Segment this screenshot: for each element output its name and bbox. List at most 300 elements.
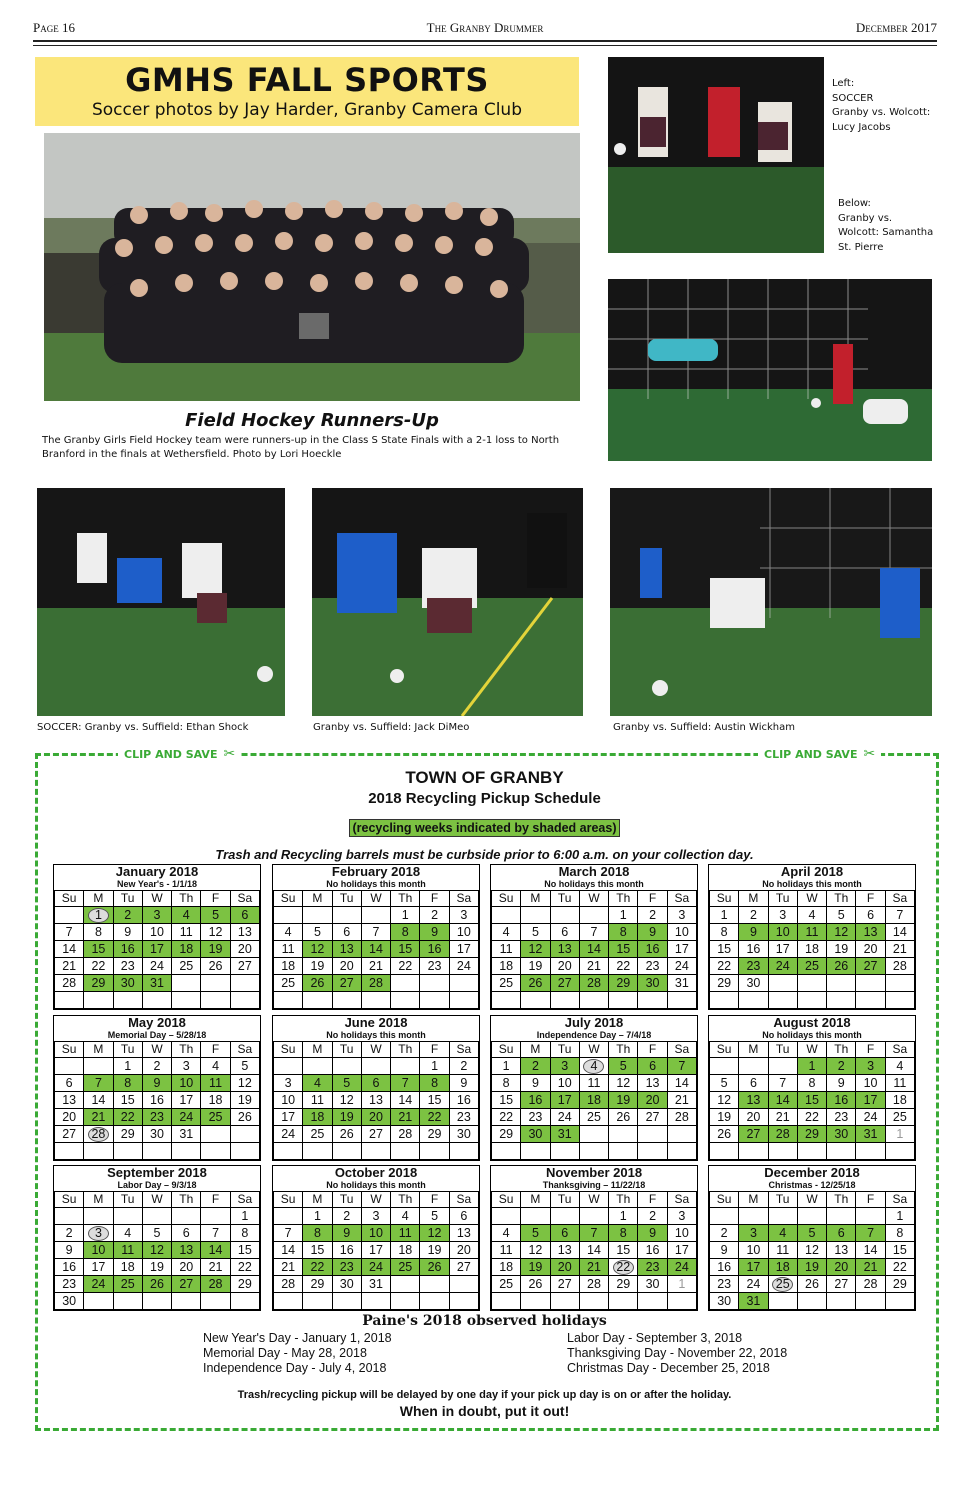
calendar-day: 2 [113,907,142,924]
calendar-empty-cell [667,1126,696,1143]
weekday-header: Tu [113,1042,142,1058]
calendar-day: 28 [201,1276,230,1293]
calendar-day: 20 [550,1259,579,1276]
calendar-day: 8 [420,1075,449,1092]
calendar-day: 29 [84,975,113,992]
calendar-day: 30 [55,1293,84,1310]
weekday-header: M [303,1042,332,1058]
calendar-day: 31 [550,1126,579,1143]
calendar-day [84,1126,113,1143]
calendar-empty-cell [391,1276,420,1293]
month-title: October 2018 [334,1165,418,1180]
calendar-empty-cell [303,907,332,924]
calendar-empty-cell [856,1143,885,1160]
calendar-day: 8 [303,1225,332,1242]
calendar-day: 22 [391,958,420,975]
calendar-day: 1 [609,907,638,924]
calendar-empty-cell [579,1143,608,1160]
weekday-header: F [856,1042,885,1058]
calendar-day: 19 [797,1259,826,1276]
calendar-empty-cell [84,992,113,1009]
month-holiday: No holidays this month [544,879,644,889]
calendar-day: 12 [797,1242,826,1259]
calendar-day: 5 [827,907,856,924]
calendar-day: 13 [172,1242,201,1259]
weekday-header: W [142,891,171,907]
calendar-day: 2 [142,1058,171,1075]
calendar-day: 22 [797,1109,826,1126]
calendar-day: 29 [230,1276,259,1293]
calendar-empty-cell [420,992,449,1009]
weekday-header: Sa [449,1042,478,1058]
calendar-day: 2 [449,1058,478,1075]
calendar-day: 19 [827,941,856,958]
calendar-day: 9 [449,1075,478,1092]
weekday-header: Tu [768,1042,797,1058]
calendar-day: 4 [885,1058,914,1075]
calendar-day: 15 [230,1242,259,1259]
calendar-empty-cell [667,1143,696,1160]
calendar-empty-cell [142,1208,171,1225]
calendar-month [53,864,261,1010]
calendar-empty-cell [55,1143,84,1160]
page-number: Page 16 [33,20,75,35]
calendar-empty-cell [856,975,885,992]
calendar-day: 23 [142,1109,171,1126]
calendar-day: 11 [303,1092,332,1109]
calendar-empty-cell [420,1143,449,1160]
calendar-day: 24 [768,958,797,975]
calendar-empty-cell [579,1126,608,1143]
calendar-empty-cell [710,992,739,1009]
calendar-empty-cell [230,1126,259,1143]
weekday-header: Tu [332,1042,361,1058]
calendar-day: 23 [827,1109,856,1126]
calendar-day: 23 [638,958,667,975]
calendar-day: 14 [579,941,608,958]
calendar-day: 24 [667,1259,696,1276]
weekday-header: Sa [230,1192,259,1208]
calendar-day: 25 [201,1109,230,1126]
calendar-day: 27 [230,958,259,975]
calendar-day: 1 [113,1058,142,1075]
calendar-day: 1 [710,907,739,924]
masthead-rule-thin [33,45,937,46]
calendar-empty-cell [856,1208,885,1225]
calendar-empty-cell [361,1058,390,1075]
weekday-header: Th [827,891,856,907]
calendar-day: 15 [710,941,739,958]
calendar-day: 12 [303,941,332,958]
calendar-day: 9 [420,924,449,941]
calendar-empty-cell [885,1293,914,1310]
calendar-day: 1 [391,907,420,924]
calendar-day: 12 [142,1242,171,1259]
calendar-empty-cell [201,992,230,1009]
weekday-header: W [797,1192,826,1208]
calendar-empty-cell [579,1293,608,1310]
holidays-list-left: New Year's Day - January 1, 2018 Memorial Day - May 28, 2018 Independence Day - July 4, 2018 [203,1331,392,1375]
weekday-header: W [579,1042,608,1058]
calendar-day: 11 [797,924,826,941]
calendar-month [708,1015,916,1161]
weekday-header: W [361,1042,390,1058]
calendar-empty-cell [550,1208,579,1225]
calendar-day: 9 [113,924,142,941]
calendar-day: 7 [885,907,914,924]
calendar-day: 19 [710,1109,739,1126]
month-holiday: Memorial Day – 5/28/18 [107,1030,207,1040]
holidays-title: Paine's 2018 observed holidays [362,1313,607,1329]
calendar-empty-cell [113,1293,142,1310]
weekday-header: W [361,1192,390,1208]
caption-ethan-shock: SOCCER: Granby vs. Suffield: Ethan Shock [37,722,249,733]
holiday-circle: 25 [772,1277,793,1292]
calendar-day: 28 [856,1276,885,1293]
calendar-day: 3 [172,1058,201,1075]
doubt-note: When in doubt, put it out! [399,1403,570,1419]
calendar-day: 20 [449,1242,478,1259]
calendar-empty-cell [361,992,390,1009]
month-holiday: Christmas - 12/25/18 [768,1180,856,1190]
calendar-day: 29 [797,1126,826,1143]
calendar-empty-cell [274,1058,303,1075]
calendar-day: 16 [710,1259,739,1276]
calendar-day: 1 [797,1058,826,1075]
calendar-empty-cell [885,1143,914,1160]
calendar-day: 5 [521,1225,550,1242]
calendar-day: 3 [274,1075,303,1092]
calendar-day: 13 [638,1075,667,1092]
calendar-month [272,864,480,1010]
calendar-day: 14 [361,941,390,958]
weekday-header: Sa [230,1042,259,1058]
calendar-day: 3 [667,1208,696,1225]
calendar-day: 16 [55,1259,84,1276]
calendar-day: 3 [449,907,478,924]
weekday-header: Su [274,891,303,907]
calendar-day: 17 [361,1242,390,1259]
weekday-header: Tu [332,1192,361,1208]
calendar-day: 13 [856,924,885,941]
weekday-header: Th [391,1192,420,1208]
calendar-empty-cell [172,1208,201,1225]
calendar-day: 31 [361,1276,390,1293]
calendar-empty-cell [667,992,696,1009]
schedule-title: TOWN OF GRANBY [405,768,564,787]
delay-note: Trash/recycling pickup will be delayed by one day if your pick up day is on or after the holiday. [237,1389,732,1401]
field-hockey-title: Field Hockey Runners-Up [185,410,439,431]
calendar-day: 30 [638,975,667,992]
calendar-day: 22 [710,958,739,975]
caption-jack-dimeo: Granby vs. Suffield: Jack DiMeo [313,722,470,733]
calendar-empty-cell [201,1293,230,1310]
calendar-day: 9 [332,1225,361,1242]
weekday-header: Sa [449,1192,478,1208]
calendar-empty-cell [84,1208,113,1225]
soccer-photo-jack-dimeo [312,488,583,716]
calendar-day: 12 [230,1075,259,1092]
calendar-day: 19 [230,1092,259,1109]
calendar-empty-cell [449,992,478,1009]
calendar-day: 29 [303,1276,332,1293]
calendar-month [53,1165,261,1311]
calendar-empty-cell [521,992,550,1009]
calendar-day: 8 [492,1075,521,1092]
weekday-header: Th [391,891,420,907]
calendar-day: 27 [361,1126,390,1143]
calendar-day: 17 [84,1259,113,1276]
calendar-empty-cell [142,1143,171,1160]
weekday-header: Th [172,891,201,907]
calendar-day: 29 [492,1126,521,1143]
calendar-day: 22 [84,958,113,975]
calendar-day: 26 [827,958,856,975]
calendar-day: 18 [768,1259,797,1276]
calendar-day: 24 [856,1109,885,1126]
calendar-empty-cell [638,1143,667,1160]
calendar-day: 26 [609,1109,638,1126]
calendar-day: 23 [521,1109,550,1126]
calendar-day: 7 [361,924,390,941]
calendar-day: 4 [274,924,303,941]
calendar-day: 28 [391,1126,420,1143]
calendar-day: 18 [492,958,521,975]
calendar-day: 21 [856,1259,885,1276]
month-holiday: Independence Day – 7/4/18 [536,1030,652,1040]
calendar-empty-cell [827,1293,856,1310]
calendar-day: 24 [449,958,478,975]
calendar-day: 23 [449,1109,478,1126]
weekday-header: Su [710,1192,739,1208]
calendar-day: 23 [332,1259,361,1276]
weekday-header: Th [609,1192,638,1208]
calendar-day: 28 [885,958,914,975]
calendar-day: 16 [638,941,667,958]
calendar-day: 28 [274,1276,303,1293]
calendar-day: 11 [172,924,201,941]
calendar-day: 13 [827,1242,856,1259]
calendar-day: 16 [449,1092,478,1109]
calendar-day: 27 [332,975,361,992]
calendar-day: 25 [579,1109,608,1126]
weekday-header: Tu [332,891,361,907]
calendar-day: 20 [55,1109,84,1126]
calendar-day: 13 [449,1225,478,1242]
calendar-day: 19 [420,1242,449,1259]
calendar-empty-cell [550,1143,579,1160]
calendar-day: 26 [303,975,332,992]
calendar-day: 27 [638,1109,667,1126]
calendar-day: 6 [638,1058,667,1075]
month-holiday: Labor Day – 9/3/18 [117,1180,197,1190]
calendar-day: 9 [638,1225,667,1242]
calendar-day: 17 [667,941,696,958]
calendar-day: 4 [492,1225,521,1242]
weekday-header: M [521,891,550,907]
calendar-day: 22 [230,1259,259,1276]
calendar-day: 10 [550,1075,579,1092]
month-title: June 2018 [344,1015,408,1030]
calendar-empty-cell [768,1293,797,1310]
calendar-day: 6 [449,1208,478,1225]
calendar-day: 1 [420,1058,449,1075]
calendar-empty-cell [391,992,420,1009]
calendar-empty-cell [274,1293,303,1310]
calendar-day: 9 [827,1075,856,1092]
calendar-day: 4 [797,907,826,924]
calendar-day: 24 [274,1126,303,1143]
calendar-day: 30 [521,1126,550,1143]
calendar-empty-cell [739,1058,768,1075]
calendar-day: 13 [361,1092,390,1109]
calendar-day: 12 [710,1092,739,1109]
holiday-circle: 4 [583,1059,604,1074]
calendar-day: 14 [391,1092,420,1109]
calendar-day: 20 [230,941,259,958]
calendar-empty-cell [797,1208,826,1225]
calendar-day [609,1259,638,1276]
calendar-empty-cell [361,1143,390,1160]
calendar-day: 27 [449,1259,478,1276]
calendar-day: 21 [84,1109,113,1126]
calendar-empty-cell [84,1058,113,1075]
weekday-header: Su [710,891,739,907]
calendar-empty-cell [492,992,521,1009]
caption-lucy-jacobs: Left: SOCCER Granby vs. Wolcott: Lucy Jacobs [832,78,931,133]
calendar-empty-cell [332,1143,361,1160]
calendar-day: 11 [391,1225,420,1242]
calendar-month [53,1015,261,1161]
weekday-header: Sa [885,1042,914,1058]
calendar-empty-cell [274,1143,303,1160]
calendar-empty-cell [332,1058,361,1075]
calendar-day: 28 [667,1109,696,1126]
calendar-day: 27 [550,1276,579,1293]
calendar-day: 29 [885,1276,914,1293]
calendar-empty-cell [609,1126,638,1143]
weekday-header: F [856,891,885,907]
calendar-empty-cell [303,992,332,1009]
calendar-empty-cell [827,1143,856,1160]
calendar-day: 7 [768,1075,797,1092]
calendar-empty-cell [201,1126,230,1143]
calendar-day: 9 [142,1075,171,1092]
calendar-day: 25 [492,1276,521,1293]
calendar-day: 20 [172,1259,201,1276]
calendar-empty-cell [332,1293,361,1310]
calendar-day: 19 [142,1259,171,1276]
calendar-day: 21 [768,1109,797,1126]
calendar-day: 7 [579,1225,608,1242]
weekday-header: Th [827,1042,856,1058]
clip-and-save-label-left: CLIP AND SAVE ✂ [118,746,241,762]
calendar-empty-cell [609,992,638,1009]
calendar-empty-cell [84,1143,113,1160]
calendar-day: 25 [492,975,521,992]
calendar-day: 21 [579,1259,608,1276]
month-title: May 2018 [128,1015,186,1030]
weekday-header: W [579,1192,608,1208]
weekday-header: W [797,891,826,907]
weekday-header: F [201,1042,230,1058]
month-title: December 2018 [764,1165,860,1180]
weekday-header: Th [827,1192,856,1208]
calendar-empty-cell [579,1208,608,1225]
month-title: February 2018 [331,864,421,879]
calendar-day: 2 [827,1058,856,1075]
calendar-day: 30 [332,1276,361,1293]
calendar-day: 30 [113,975,142,992]
month-title: September 2018 [107,1165,207,1180]
calendar-empty-cell [420,1293,449,1310]
calendar-day: 21 [201,1259,230,1276]
calendar-day: 7 [55,924,84,941]
headline-subtitle: Soccer photos by Jay Harder, Granby Camera Club [91,100,522,120]
calendar-day: 25 [797,958,826,975]
calendar-day: 10 [667,1225,696,1242]
calendar-empty-cell [55,907,84,924]
weekday-header: Su [492,1192,521,1208]
calendar-day: 9 [521,1075,550,1092]
calendar-day: 11 [579,1075,608,1092]
weekday-header: W [142,1042,171,1058]
calendar-day: 18 [579,1092,608,1109]
calendar-day: 31 [856,1126,885,1143]
calendar-day: 10 [768,924,797,941]
calendar-day: 9 [739,924,768,941]
weekday-header: F [638,891,667,907]
calendar-day: 30 [142,1126,171,1143]
calendar-day: 1 [303,1208,332,1225]
calendar-day: 5 [142,1225,171,1242]
weekday-header: F [638,1192,667,1208]
calendar-empty-cell [710,1058,739,1075]
calendar-day: 2 [710,1225,739,1242]
calendar-day: 24 [667,958,696,975]
calendar-day: 10 [84,1242,113,1259]
calendar-empty-cell [274,992,303,1009]
calendar-day: 8 [391,924,420,941]
calendar-day: 27 [172,1276,201,1293]
calendar-day: 29 [113,1126,142,1143]
calendar-empty-cell [827,975,856,992]
calendar-day: 6 [332,924,361,941]
calendar-empty-cell [768,1208,797,1225]
calendar-day: 10 [361,1225,390,1242]
calendar-empty-cell [609,1143,638,1160]
calendar-day: 10 [172,1075,201,1092]
calendar-empty-cell [142,1293,171,1310]
calendar-day: 1 [885,1208,914,1225]
calendar-day: 13 [332,941,361,958]
calendar-day: 18 [885,1092,914,1109]
calendar-day: 5 [710,1075,739,1092]
weekday-header: Tu [550,1042,579,1058]
calendar-day: 17 [172,1092,201,1109]
month-title: March 2018 [558,864,630,879]
calendar-day: 27 [856,958,885,975]
calendar-day: 13 [230,924,259,941]
calendar-day: 19 [201,941,230,958]
calendar-day: 21 [274,1259,303,1276]
calendar-day: 3 [739,1225,768,1242]
calendar-empty-cell [856,992,885,1009]
calendar-day: 7 [391,1075,420,1092]
calendar-empty-cell [172,992,201,1009]
calendar-empty-cell [361,1293,390,1310]
calendar-day: 23 [420,958,449,975]
